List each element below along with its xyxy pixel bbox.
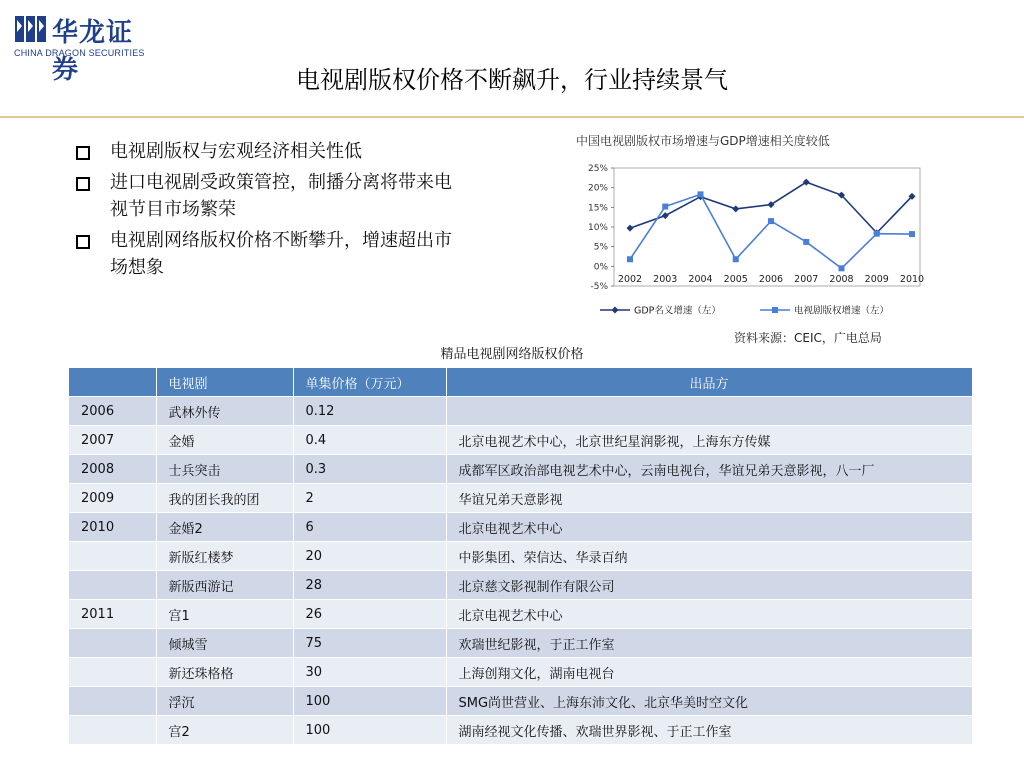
cell-price: 0.12 <box>293 397 446 426</box>
x-tick-label: 2006 <box>758 274 784 285</box>
bullet-item <box>72 138 462 165</box>
cell-drama: 新还珠格格 <box>156 658 293 687</box>
cell-producer: SMG尚世营业、上海东沛文化、北京华美时空文化 <box>446 687 972 716</box>
y-tick-label: 10% <box>587 223 608 233</box>
table-row <box>69 571 972 600</box>
header-divider <box>0 116 1024 118</box>
bullet-text: 电视剧版权与宏观经济相关性低 <box>110 141 362 162</box>
company-logo <box>14 12 154 85</box>
table-row <box>69 455 972 484</box>
x-tick-label: 2002 <box>617 274 643 285</box>
legend-diamond-icon <box>612 307 619 314</box>
cell-year: 2010 <box>69 513 156 542</box>
logo-english-text: CHINA DRAGON SECURITIES <box>14 48 145 58</box>
square-bullet-icon <box>76 177 90 191</box>
cell-producer: 上海创翔文化，湖南电视台 <box>446 658 972 687</box>
cell-year <box>69 716 156 745</box>
cell-drama: 我的团长我的团 <box>156 484 293 513</box>
x-tick-label: 2005 <box>723 274 748 285</box>
legend-square-icon <box>772 307 778 313</box>
tv-copyright-data-point <box>627 256 633 262</box>
x-tick-label: 2010 <box>899 274 925 285</box>
page-title: 电视剧版权价格不断飙升，行业持续景气 <box>296 66 728 94</box>
cell-drama: 武林外传 <box>156 397 293 426</box>
gdp-data-point <box>662 212 669 219</box>
square-bullet-icon <box>76 146 90 160</box>
tv-copyright-data-point <box>909 231 915 237</box>
cell-year <box>69 629 156 658</box>
cell-producer: 华谊兄弟天意影视 <box>446 484 972 513</box>
cell-producer: 欢瑞世纪影视，于正工作室 <box>446 629 972 658</box>
cell-price: 75 <box>293 629 446 658</box>
copyright-price-table <box>69 368 973 744</box>
bullet-text: 电视剧网络版权价格不断攀升，增速超出市场想象 <box>110 230 452 278</box>
cell-price: 0.3 <box>293 455 446 484</box>
growth-chart <box>570 126 950 348</box>
logo-chinese-text: 华龙证券 <box>52 18 134 85</box>
cell-year <box>69 658 156 687</box>
cell-drama: 新版西游记 <box>156 571 293 600</box>
x-tick-label: 2007 <box>794 274 819 285</box>
tv-copyright-data-point <box>874 231 880 237</box>
tv-copyright-data-point <box>662 204 668 210</box>
x-tick-label: 2008 <box>829 274 854 285</box>
cell-year: 2011 <box>69 600 156 629</box>
cell-drama: 金婚 <box>156 426 293 455</box>
cell-price: 26 <box>293 600 446 629</box>
cell-year: 2007 <box>69 426 156 455</box>
cell-price: 6 <box>293 513 446 542</box>
gdp-data-point <box>732 205 739 212</box>
cell-drama: 宫2 <box>156 716 293 745</box>
gdp-data-point <box>627 225 634 232</box>
dragon-logo-icon <box>14 14 48 44</box>
y-tick-label: 5% <box>593 242 608 253</box>
y-tick-label: 0% <box>593 262 608 273</box>
y-tick-label: -5% <box>590 282 608 292</box>
tv-copyright-data-point <box>698 191 704 197</box>
cell-price: 28 <box>293 571 446 600</box>
table-row <box>69 629 972 658</box>
legend-label: GDP名义增速（左） <box>634 305 721 317</box>
header-price: 单集价格（万元） <box>293 368 446 397</box>
header-year <box>69 368 156 397</box>
cell-producer: 湖南经视文化传播、欢瑞世界影视、于正工作室 <box>446 716 972 745</box>
bullet-list <box>72 138 462 285</box>
table-row <box>69 600 972 629</box>
table-row <box>69 484 972 513</box>
cell-producer: 成都军区政治部电视艺术中心，云南电视台，华谊兄弟天意影视，八一厂 <box>446 455 972 484</box>
cell-producer: 北京电视艺术中心，北京世纪星润影视，上海东方传媒 <box>446 426 972 455</box>
tv-copyright-data-point <box>839 265 845 271</box>
line-chart-svg <box>570 126 950 348</box>
cell-drama: 倾城雪 <box>156 629 293 658</box>
header-drama: 电视剧 <box>156 368 293 397</box>
x-tick-label: 2009 <box>864 274 889 285</box>
x-tick-label: 2004 <box>688 274 713 285</box>
table-row <box>69 542 972 571</box>
cell-producer: 北京慈文影视制作有限公司 <box>446 571 972 600</box>
cell-year <box>69 571 156 600</box>
cell-year: 2009 <box>69 484 156 513</box>
cell-price: 20 <box>293 542 446 571</box>
cell-producer: 北京电视艺术中心 <box>446 513 972 542</box>
cell-price: 100 <box>293 687 446 716</box>
cell-drama: 宫1 <box>156 600 293 629</box>
cell-price: 0.4 <box>293 426 446 455</box>
plot-frame <box>614 168 920 286</box>
cell-drama: 金婚2 <box>156 513 293 542</box>
table-row <box>69 658 972 687</box>
cell-year <box>69 687 156 716</box>
table-caption: 精品电视剧网络版权价格 <box>440 347 584 362</box>
table-row <box>69 513 972 542</box>
cell-year <box>69 542 156 571</box>
chart-title: 中国电视剧版权市场增速与GDP增速相关度较低 <box>576 134 830 148</box>
table-row <box>69 716 972 745</box>
cell-year: 2008 <box>69 455 156 484</box>
table-header-row <box>69 368 972 397</box>
bullet-item <box>72 227 462 281</box>
cell-producer: 中影集团、荣信达、华录百纳 <box>446 542 972 571</box>
cell-price: 100 <box>293 716 446 745</box>
tv-copyright-data-point <box>733 256 739 262</box>
legend-label: 电视剧版权增速（左） <box>794 305 890 317</box>
table-row <box>69 687 972 716</box>
cell-producer <box>446 397 972 426</box>
tv-copyright-data-point <box>768 218 774 224</box>
table-row <box>69 397 972 426</box>
table-row <box>69 426 972 455</box>
cell-drama: 浮沉 <box>156 687 293 716</box>
chart-source: 资料来源：CEIC，广电总局 <box>734 331 882 345</box>
square-bullet-icon <box>76 235 90 249</box>
y-tick-label: 15% <box>587 203 608 214</box>
cell-price: 30 <box>293 658 446 687</box>
y-tick-label: 25% <box>587 164 608 174</box>
cell-drama: 士兵突击 <box>156 455 293 484</box>
tv-copyright-data-point <box>803 239 809 245</box>
header-producer: 出品方 <box>446 368 972 397</box>
x-tick-label: 2003 <box>653 274 678 285</box>
bullet-text: 进口电视剧受政策管控，制播分离将带来电视节目市场繁荣 <box>110 172 452 220</box>
y-tick-label: 20% <box>587 183 608 194</box>
cell-price: 2 <box>293 484 446 513</box>
cell-year: 2006 <box>69 397 156 426</box>
cell-drama: 新版红楼梦 <box>156 542 293 571</box>
bullet-item <box>72 169 462 223</box>
cell-producer: 北京电视艺术中心 <box>446 600 972 629</box>
